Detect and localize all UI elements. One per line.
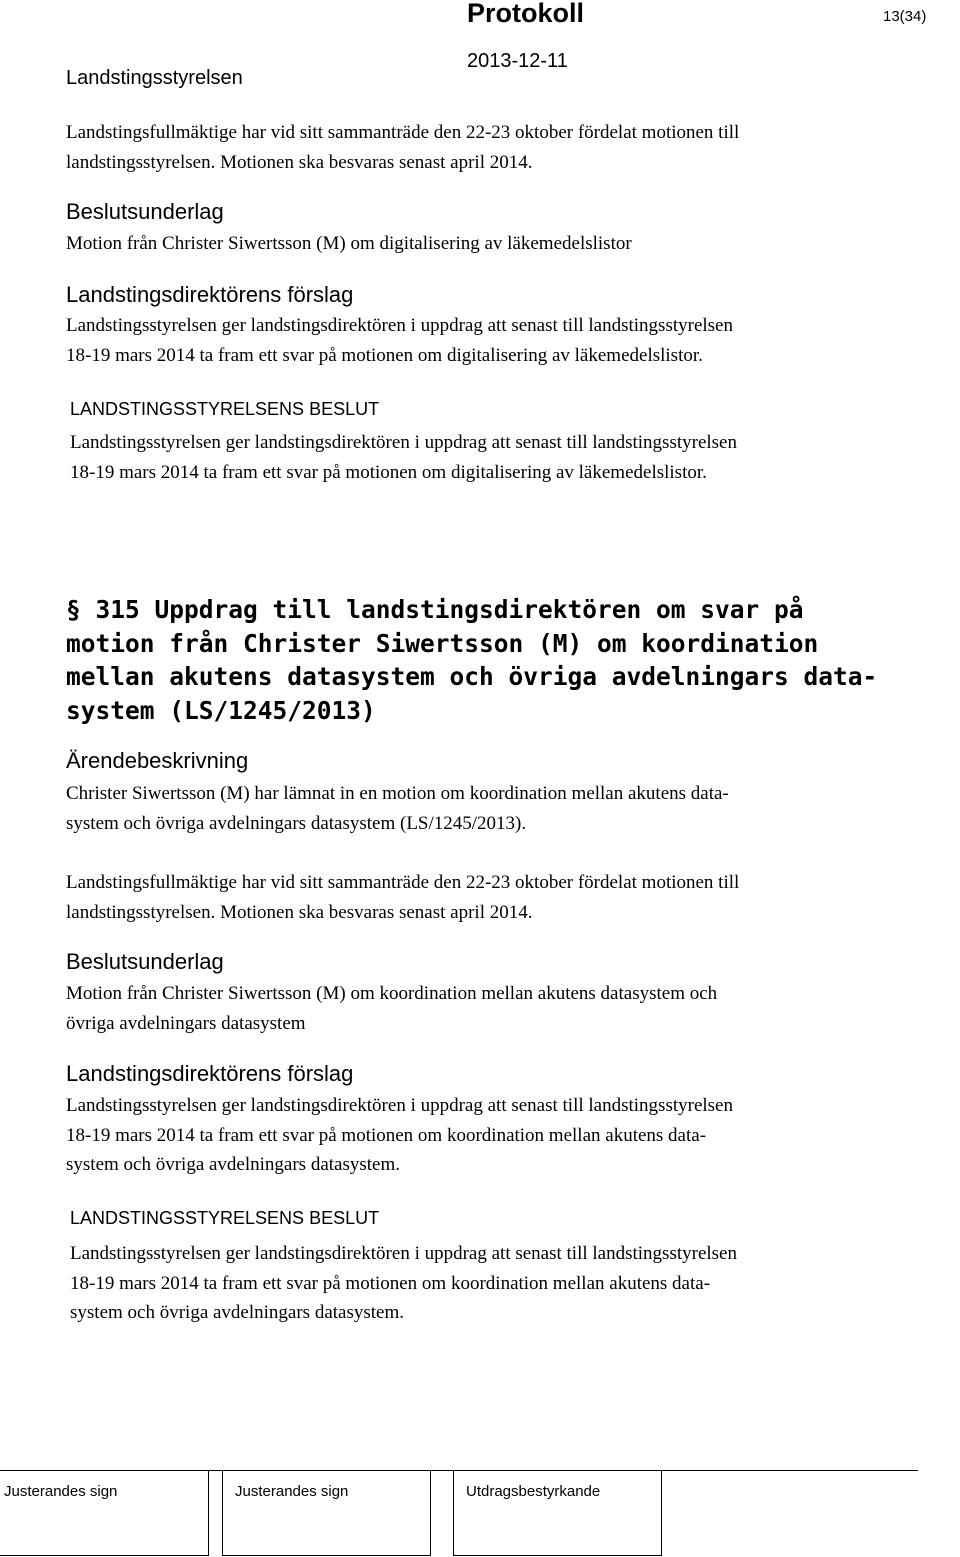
section-symbol: § — [66, 595, 81, 624]
page-number: 13(34) — [883, 8, 927, 25]
beslut-text: Landstingsstyrelsen ger landstingsdirektören i uppdrag att senast till landstingsstyrelsen 18-19 mars 2014 ta fram ett svar på motionen om koordination mellan akutens data- system och övriga avdelningars datasystem. — [70, 1243, 737, 1323]
item-intro-paragraph: Landstingsfullmäktige har vid sitt sammanträde den 22-23 oktober fördelat motionen till landstingsstyrelsen. Motionen ska besvaras senast april 2014. — [66, 872, 740, 923]
prev-beslut-text: Landstingsstyrelsen ger landstingsdirektören i uppdrag att senast till landstingsstyrelsen 18-19 mars 2014 ta fram ett svar på motionen om digitalisering av läkemedelslistor. — [70, 432, 737, 483]
sign-label-1: Justerandes sign — [4, 1483, 118, 1500]
extract-label: Utdragsbestyrkande — [466, 1483, 601, 1500]
forslag-text: Landstingsstyrelsen ger landstingsdirektören i uppdrag att senast till landstingsstyrelsen 18-19 mars 2014 ta fram ett svar på motionen om koordination mellan akutens data- system och övriga avdelningars datasystem. — [66, 1095, 733, 1175]
prev-forslag-text: Landstingsstyrelsen ger landstingsdirektören i uppdrag att senast till landstingsstyrelsen 18-19 mars 2014 ta fram ett svar på motionen om digitalisering av läkemedelslistor. — [66, 315, 733, 366]
sign-label-2: Justerandes sign — [235, 1483, 349, 1500]
prev-intro-paragraph: Landstingsfullmäktige har vid sitt sammanträde den 22-23 oktober fördelat motionen till landstingsstyrelsen. Motionen ska besvaras senast april 2014. — [66, 122, 740, 173]
organization-name: Landstingsstyrelsen — [66, 67, 243, 89]
beslut-heading: LANDSTINGSSTYRELSENS BESLUT — [70, 1208, 380, 1228]
prev-beslutsunderlag-heading: Beslutsunderlag — [66, 199, 224, 224]
forslag-heading: Landstingsdirektörens förslag — [66, 1061, 354, 1086]
document-date: 2013-12-11 — [467, 50, 568, 72]
beslutsunderlag-heading: Beslutsunderlag — [66, 949, 224, 974]
arende-text: Christer Siwertsson (M) har lämnat in en motion om koordination mellan akutens data- system och övriga avdelningars datasystem (LS/1245/2013). — [66, 783, 729, 834]
document-title: Protokoll — [467, 0, 585, 28]
prev-beslut-heading: LANDSTINGSSTYRELSENS BESLUT — [70, 399, 380, 419]
prev-forslag-heading: Landstingsdirektörens förslag — [66, 282, 354, 307]
prev-beslutsunderlag-text: Motion från Christer Siwertsson (M) om digitalisering av läkemedelslistor — [66, 233, 632, 254]
beslutsunderlag-text: Motion från Christer Siwertsson (M) om koordination mellan akutens datasystem och övriga avdelningars datasystem — [66, 983, 718, 1034]
item-title: § 315 Uppdrag till landstingsdirektören om svar på motion från Christer Siwertsson (M) om koordination mellan akutens datasystem och övriga avdelningars data- system (LS/1245/2013) — [66, 595, 878, 725]
arende-heading: Ärendebeskrivning — [66, 748, 249, 773]
